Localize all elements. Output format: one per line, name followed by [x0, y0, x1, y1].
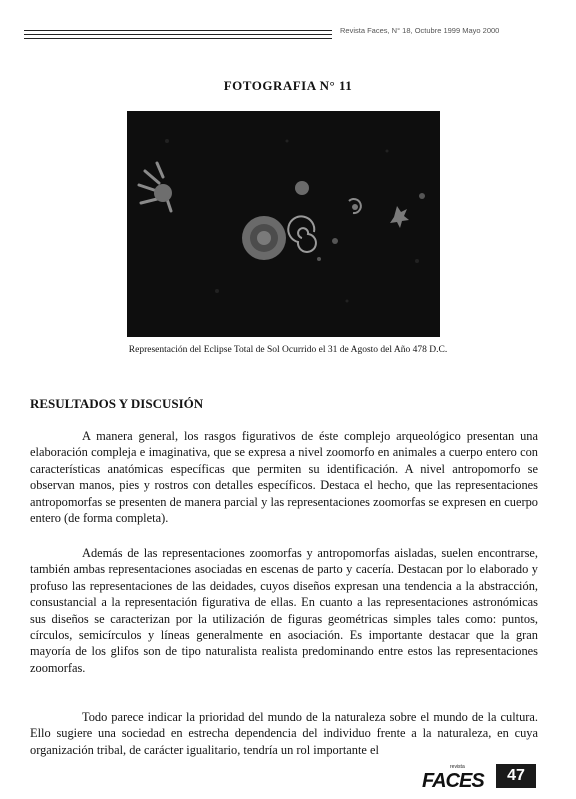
paragraph-2: Además de las representaciones zoomorfas y antropomorfas aisladas, suelen encontrarse, también ambas representaciones asociadas en escenas de parto y cacería. Destacan por lo elaborado y profuso las representaciones de las deidades, cuyos diseños expresan una tendencia a la abstracción, consustancial a la representación figurativa de ellas. En cuanto a las representaciones astronómicas sus diseños se caracterizan por la utilización de figuras geométricas simples tales como: puntos, círculos, semicírculos y líneas generalmente en asociación. Es importante destacar que la gran mayoría de los glifos son de tipo naturalista realista predominando entre estos las representaciones zoomorfas.	[30, 546, 538, 675]
paragraph-1: A manera general, los rasgos figurativos de éste complejo arqueológico presentan una elaboración compleja e imaginativa, que se expresa a nivel zoomorfo en animales a cuerpo entero con características anatómicas específicas que permiten su identificación. A nivel antropomorfo se observan manos, pies y rostros con detalles específicos. Destaca el hecho, que las representaciones antropomorfas se presenten de manera parcial y las representaciones zoomorfas se expresen en cuerpo entero (de forma completa).	[30, 429, 538, 526]
petroglyph-photo	[127, 111, 440, 337]
header-rule-middle	[24, 34, 332, 35]
page-number: 47	[496, 764, 536, 788]
logo-text: FACES	[422, 770, 484, 790]
paragraph-3: Todo parece indicar la prioridad del mundo de la naturaleza sobre el mundo de la cultura. Ello sugiere una sociedad en estrecha dependencia del individuo frente a la naturaleza, en cuya organización tribal, de carácter igualitario, tendría un rol importante el	[30, 710, 538, 757]
faces-logo	[420, 762, 494, 790]
header-rule-top	[24, 30, 332, 31]
figure-title: FOTOGRAFIA N° 11	[223, 78, 353, 93]
logo-small-text: revista	[450, 764, 465, 770]
figure-caption: Representación del Eclipse Total de Sol Ocurrido el 31 de Agosto del Año 478 D.C.	[128, 345, 448, 355]
header-rule-bottom	[24, 38, 332, 39]
journal-header: Revista Faces, N° 18, Octubre 1999 Mayo 2000	[340, 26, 500, 35]
section-heading: RESULTADOS Y DISCUSIÓN	[30, 396, 204, 411]
sun-glyph	[242, 216, 286, 260]
